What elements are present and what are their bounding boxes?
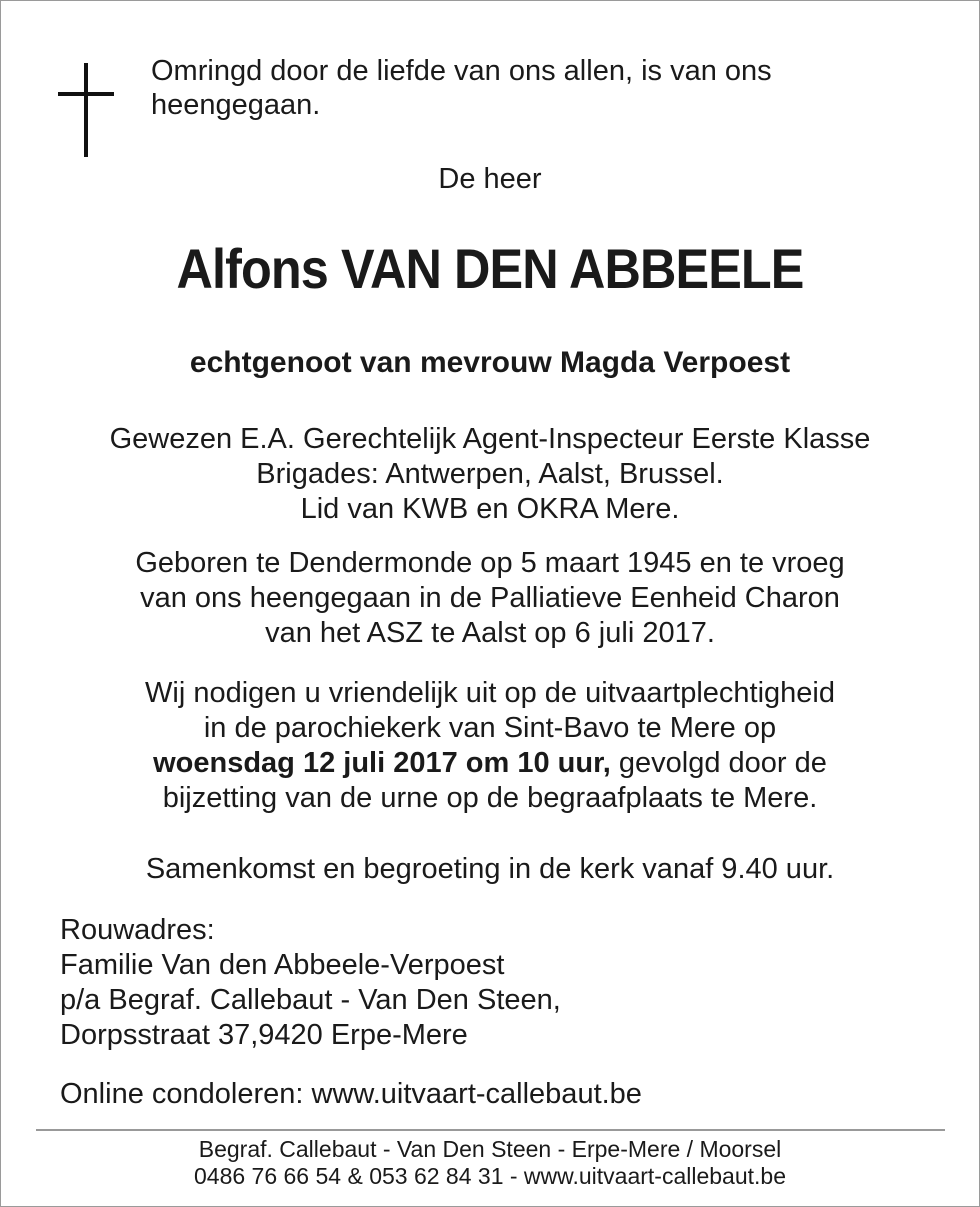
- mourning-address: [60, 913, 561, 1053]
- intro-line: Omringd door de liefde van ons allen, is van ons: [151, 55, 772, 87]
- spouse-line: echtgenoot van mevrouw Magda Verpoest: [189, 346, 791, 379]
- footer-line: Begraf. Callebaut - Van Den Steen - Erpe-Mere / Moorsel: [198, 1136, 782, 1162]
- career-line: Lid van KWB en OKRA Mere.: [300, 493, 680, 525]
- footer-line: 0486 76 66 54 & 053 62 84 31 - www.uitvaart-callebaut.be: [193, 1163, 786, 1189]
- footer-divider: [36, 1129, 945, 1131]
- intro-line: heengegaan.: [151, 89, 321, 121]
- cross-icon: [58, 63, 114, 157]
- intro-text: [151, 54, 871, 122]
- funeral-paragraph: [0, 676, 980, 816]
- funeral-line: bijzetting van de urne op de begraafplaats te Mere.: [162, 782, 818, 814]
- deceased-name: Alfons VAN DEN ABBEELE: [176, 237, 804, 300]
- funeral-line-rest: gevolgd door de: [610, 747, 827, 779]
- birth-line: van het ASZ te Aalst op 6 juli 2017.: [265, 617, 715, 649]
- address-line: Familie Van den Abbeele-Verpoest: [60, 949, 505, 981]
- online-condolence: Online condoleren: www.uitvaart-callebaut.be: [60, 1078, 642, 1110]
- career-line: Gewezen E.A. Gerechtelijk Agent-Inspecteur Eerste Klasse: [109, 423, 871, 455]
- address-line: p/a Begraf. Callebaut - Van Den Steen,: [60, 984, 561, 1016]
- address-line: Dorpsstraat 37,9420 Erpe-Mere: [60, 1019, 468, 1051]
- address-label: Rouwadres:: [60, 914, 215, 946]
- funeral-date-line: [0, 746, 980, 781]
- birth-line: Geboren te Dendermonde op 5 maart 1945 en te vroeg: [135, 547, 845, 579]
- funeral-line: Wij nodigen u vriendelijk uit op de uitvaartplechtigheid: [145, 677, 835, 709]
- funeral-date: woensdag 12 juli 2017 om 10 uur,: [153, 747, 611, 779]
- birth-line: van ons heengegaan in de Palliatieve Eenheid Charon: [140, 582, 840, 614]
- funeral-line: in de parochiekerk van Sint-Bavo te Mere op: [203, 712, 777, 744]
- birth-paragraph: [0, 546, 980, 651]
- title-prefix: De heer: [438, 163, 542, 195]
- career-paragraph: [0, 422, 980, 527]
- career-line: Brigades: Antwerpen, Aalst, Brussel.: [256, 458, 724, 490]
- funeral-home-footer: [0, 1136, 980, 1190]
- meeting-line: Samenkomst en begroeting in de kerk vanaf 9.40 uur.: [145, 853, 835, 885]
